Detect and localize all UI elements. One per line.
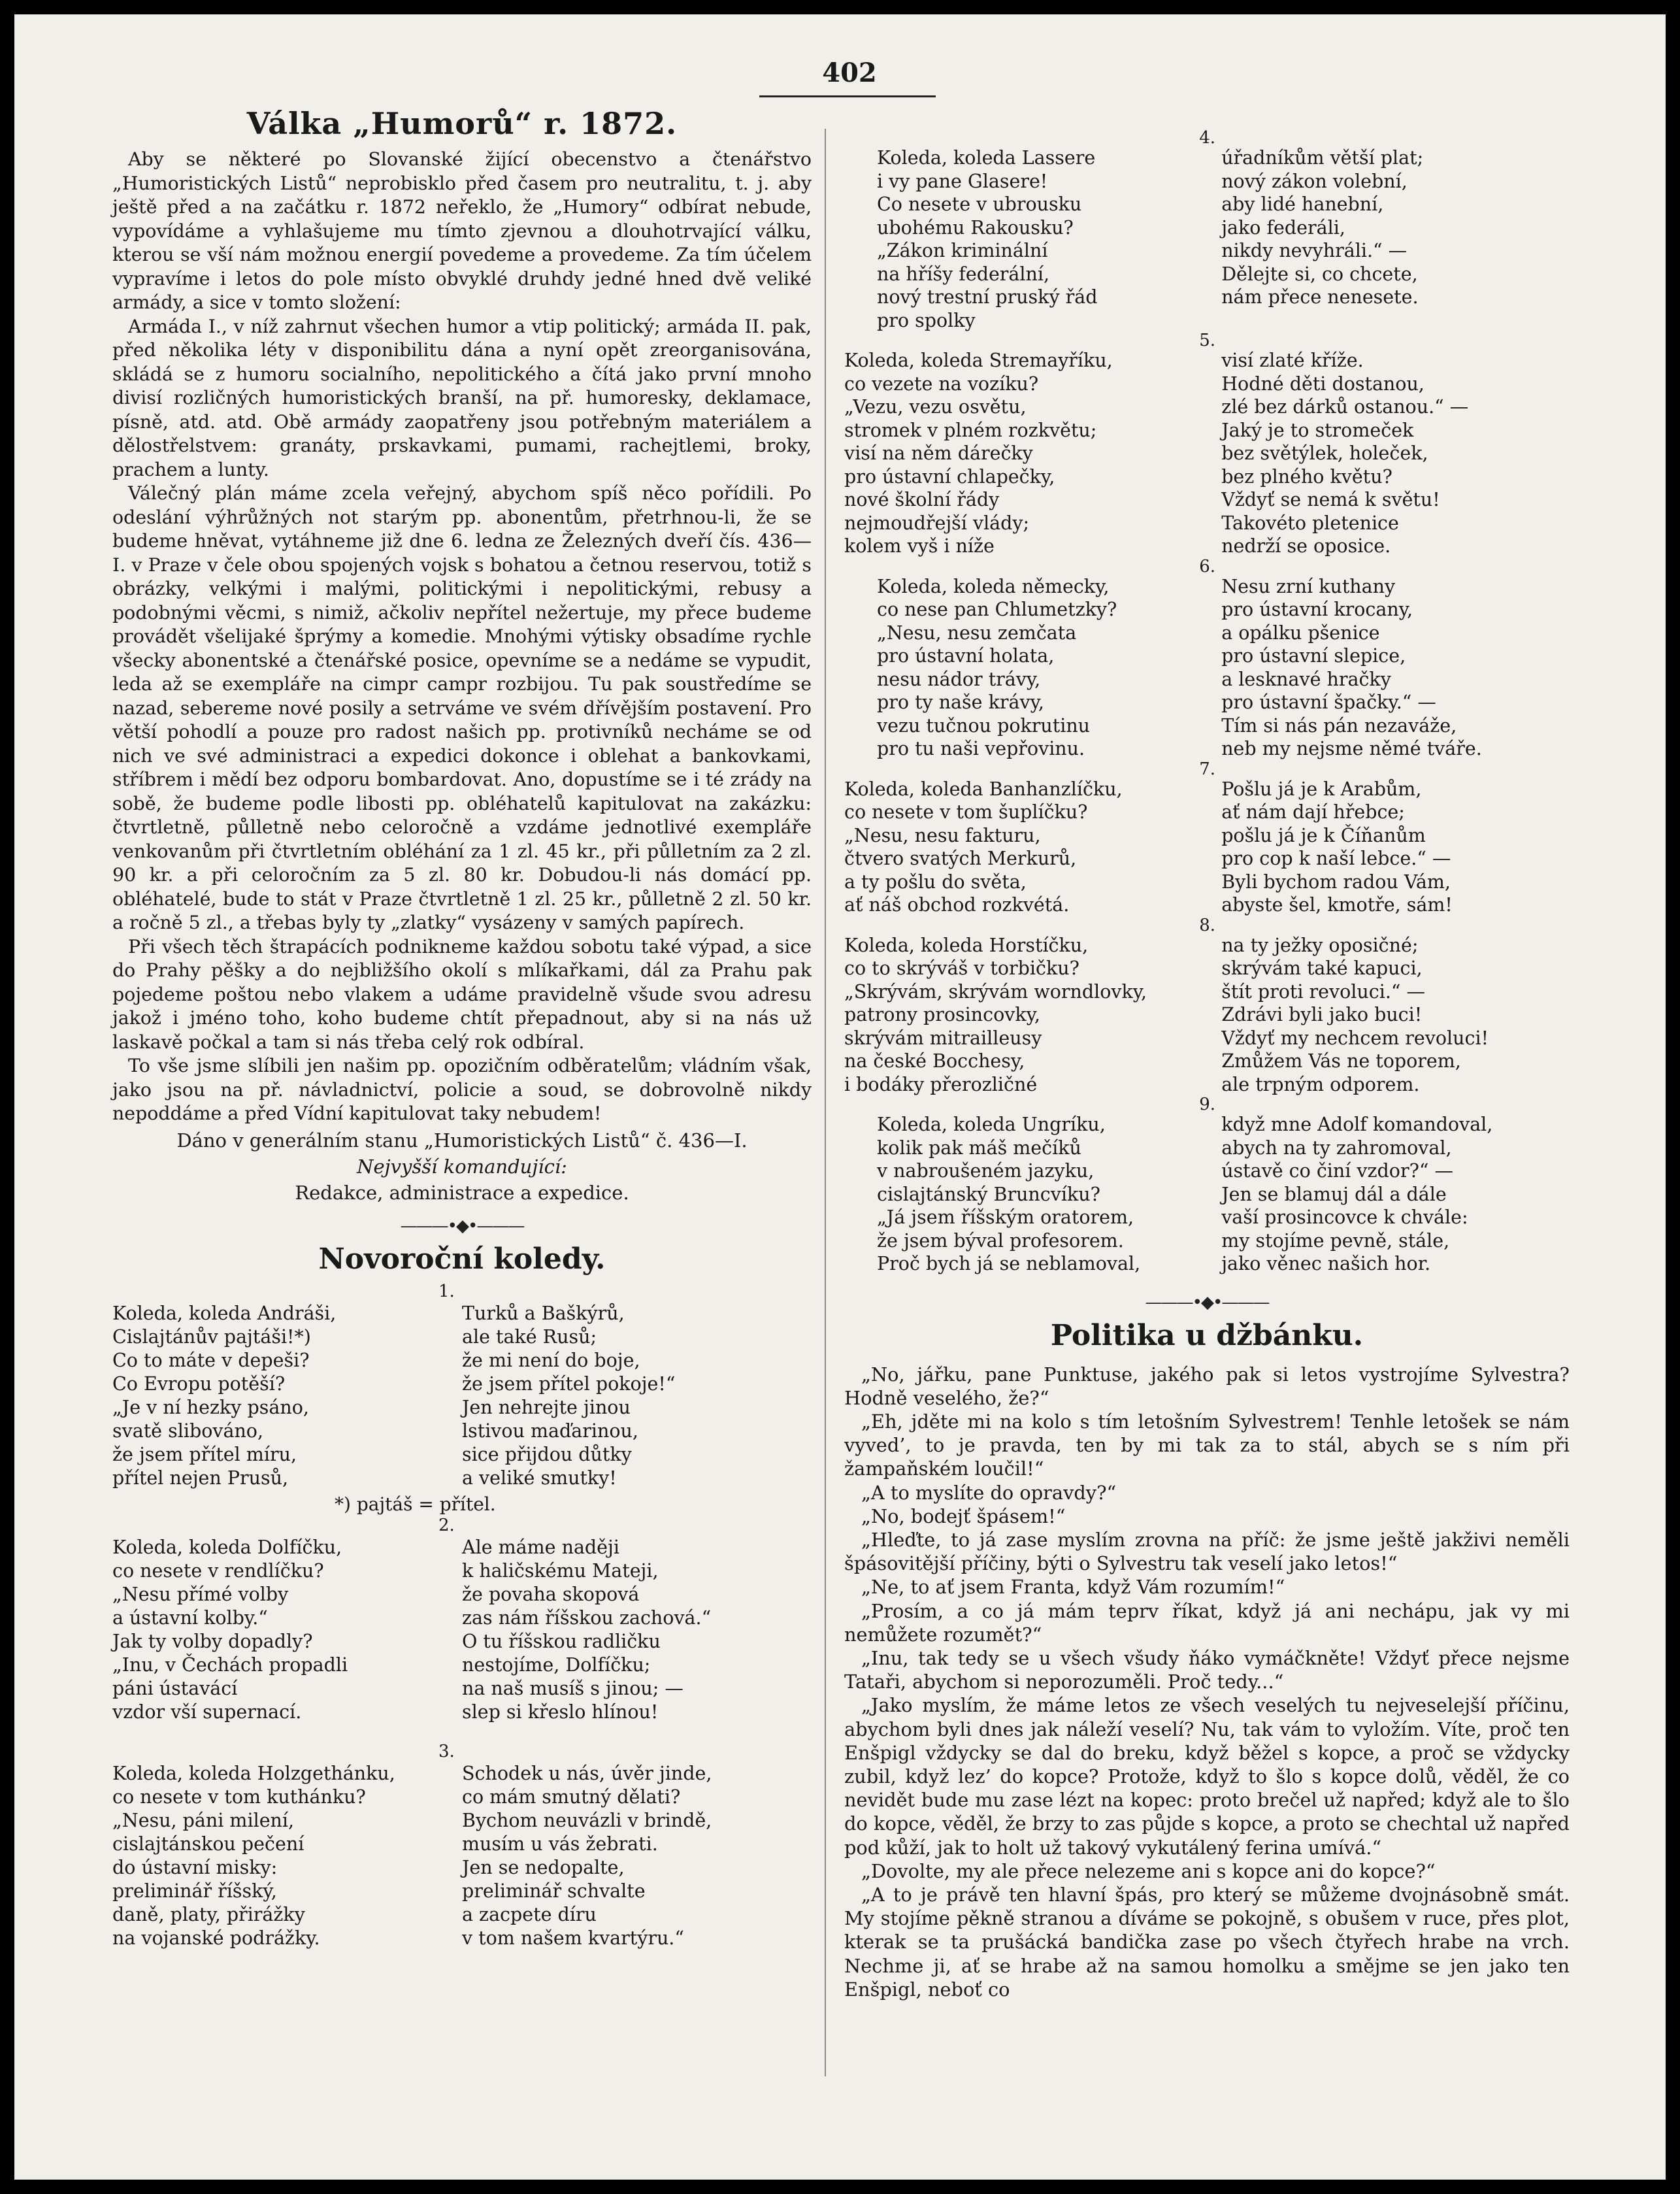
verse-line: co to skrýváš v torbičku? — [844, 957, 1079, 979]
verse-line: pro tu naši vepřovinu. — [877, 738, 1085, 759]
verse-line: stromek v plném rozkvětu; — [844, 419, 1097, 441]
stanza-left — [112, 1762, 462, 1950]
verse-line: co nesete v rendlíčku? — [112, 1559, 324, 1582]
verse-line: co vezete na vozíku? — [844, 373, 1039, 395]
verse-line: nejmoudřejší vlády; — [844, 512, 1030, 534]
verse-line: že mi není do boje, — [462, 1349, 640, 1371]
verse-stanza — [844, 556, 1570, 761]
verse-line: musím u vás žebrati. — [462, 1833, 658, 1855]
stanza-number: 2. — [438, 1515, 455, 1535]
war-paragraph: Při všech těch štrapácích podnikneme každou sobotu také výpad, a sice do Prahy pěšky a do nejbližšího okolí s mlíkařkami, dál za Prahu pak pojedeme poštou nebo vlakem a udáme pravidelně všude svou adresu jakož i jméno toho, koho budeme chtít přepadnout, aby si na nás už laskavě počkal a tam si nás třeba celý rok odbíral. — [112, 935, 812, 1053]
war-paragraph: To vše jsme slíbili jen našim pp. opozičním odběratelům; vládním však, jako jsou na př. návladnictví, policie a soud, se dobrovolně nikdy nepoddáme a před Vídní kapitulovat taky nebudem! — [112, 1055, 812, 1124]
stanza-number: 8. — [1199, 915, 1215, 935]
verse-line: a lesknavé hračky — [1221, 668, 1391, 690]
verse-line: skrývám také kapuci, — [1221, 957, 1423, 979]
verse-line: co nesete v tom kuthánku? — [112, 1786, 366, 1808]
war-paragraph: Aby se některé po Slovanské žijící obecenstvo a čtenářstvo „Humoristických Listů“ neprobisklo před časem pro neutralitu, t. j. aby ještě před a na začátku r. 1872 neřeklo, že „Humory“ odbírat nebude, vypovídáme a vyhlašujeme mu tímto zjevnou a dlouhotrvající válku, kterou se vší nám možnou energií povedeme a provedeme. Za tím účelem vypravíme i letos do pole místo obvyklé druhdy jedné hned dvě veliké armády, a sice v tomto složení: — [112, 148, 812, 313]
verse-line: když mne Adolf komandoval, — [1221, 1114, 1493, 1135]
verse-line: Dělejte si, co chcete, — [1221, 263, 1418, 285]
verse-line: „Já jsem říšským oratorem, — [877, 1206, 1134, 1228]
verse-line: nikdy nevyhráli.“ — — [1221, 240, 1408, 261]
war-title: Válka „Humorů“ r. 1872. — [246, 106, 678, 141]
verse-stanza — [844, 331, 1570, 558]
page-number: 402 — [822, 58, 877, 88]
footnote: *) pajtáš = přítel. — [335, 1493, 496, 1515]
verse-line: „Skrývám, skrývám worndlovky, — [844, 980, 1147, 1003]
verse-line: kolem vyš i níže — [844, 535, 995, 557]
verse-line: visí zlaté kříže. — [1221, 350, 1364, 371]
dialogue-paragraph: „A to je právě ten hlavní špás, pro který se můžeme dvojnásobně smát. My stojíme pěkně stranou a díváme se pokojně, s obušem v ruce, přes plot, kterak se ta prušácká bandička zase po všech čtyřech hrabe na vrch. Nechme ji, ať se hrabe až na samou homolku a smějme se jen jako ten Enšpigl, neboť co — [844, 1883, 1570, 2001]
verse-line: jako věnec našich hor. — [1221, 1253, 1431, 1274]
verse-line: nesu nádor trávy, — [877, 668, 1041, 690]
stanza-left — [844, 934, 1221, 1097]
verse-line: Koleda, koleda Horstíčku, — [844, 934, 1089, 956]
verse-line: Pošlu já je k Arabům, — [1221, 778, 1422, 800]
stanza-right — [1221, 1113, 1570, 1276]
verse-line: Koleda, koleda Stremayříku, — [844, 350, 1113, 371]
kolede-continued — [844, 128, 1570, 1276]
verse-line: Koleda, koleda Lassere — [877, 147, 1096, 169]
verse-line: Jen se blamuj dál a dále — [1221, 1183, 1447, 1205]
verse-line: jako federáli, — [1221, 216, 1345, 239]
verse-line: ubohému Rakousku? — [877, 216, 1074, 239]
verse-line: do ústavní misky: — [112, 1856, 278, 1878]
verse-stanza — [844, 1095, 1570, 1276]
verse-line: bez světýlek, holeček, — [1221, 442, 1428, 464]
verse-line: Vždyť my nechcem revoluci! — [1221, 1027, 1489, 1049]
verse-line: úřadníkům větší plat; — [1221, 147, 1424, 169]
stanza-right — [462, 1762, 812, 1950]
column-divider — [825, 129, 826, 2076]
politika-title: Politika u džbánku. — [1050, 1318, 1364, 1352]
verse-line: Hodné děti dostanou, — [1221, 373, 1425, 395]
dating-line: Dáno v generálním stanu „Humoristických Listů“ č. 436—I. — [176, 1129, 748, 1152]
verse-line: cislajtánskou pečení — [112, 1833, 305, 1855]
verse-line: abyste šel, kmotře, sám! — [1221, 894, 1453, 916]
war-paragraph: Válečný plán máme zcela veřejný, abychom spíš něco pořídili. Po odeslání výhrůžných not starým pp. abonentům, přetrhnou-li, že se budeme hněvat, vytáhneme již dne 6. ledna ze Železných dveří čís. 436—I. v Praze v čele obou spojených vojsk s bohatou a četnou reservou, totiž s obrázky, velkými i malými, politickými i nepolitickými, rebusy a podobnými věcmi, s nimiž, ačkoliv nepřítel nežertuje, my přece budeme provádět všelijaké šprýmy a komedie. Mnohými výtisky obsadíme rychle všecky abonentské a čtenářské posice, opevníme se a nedáme se vypudit, leda až se exempláře na cimpr campr rozbijou. Tu pak soustředíme se nazad, sebereme nové posily a setrváme ve svém dřívějším postavení. Pro větší pohodlí a pouze pro radost našich pp. protivníků necháme se od nich ve své administraci a expedici dokonce i oblehat a bankovkami, stříbrem i mědí bez odporu bombardovat. Ano, dopustíme se i té zrády na sobě, že budeme podle libosti pp. obléhatelů kapitulovat na zakázku: čtvrtletně, půlletně nebo celoročně a vzdáme jednotlivé exempláře venkovanům při čtvrtletním obléhání za 1 zl. 45 kr., při půlletním za 2 zl. 90 kr. a při celoročním za 5 zl. 80 kr. Dobudou-li nás domácí pp. obléhatelé, bude to stát v Praze čtvrtletně 1 zl. 25 kr., půlletně 2 zl. 50 kr. a ročně 5 zl., a třebas byly ty „zlatky“ vysázeny v samých papírech. — [112, 482, 812, 933]
verse-line: kolik pak máš mečíků — [877, 1137, 1081, 1159]
ornament-divider: ———•◆•——— — [1145, 1292, 1269, 1312]
verse-line: pro ústavní špačky.“ — — [1221, 691, 1436, 713]
verse-line: k haličskému Mateji, — [462, 1559, 659, 1582]
verse-line: „Nesu přímé volby — [112, 1583, 289, 1605]
verse-line: nám přece nenesete. — [1221, 286, 1419, 308]
verse-line: páni ústavácí — [112, 1677, 238, 1699]
verse-line: na hříšy federální, — [877, 263, 1050, 285]
verse-line: preliminář říšský, — [112, 1880, 277, 1902]
verse-line: „Nesu, nesu fakturu, — [844, 824, 1041, 846]
verse-line: že jsem přítel pokoje!“ — [462, 1372, 676, 1395]
verse-line: aby lidé hanební, — [1221, 193, 1384, 215]
verse-line: pro ústavní chlapečky, — [844, 465, 1055, 488]
verse-line: že povaha skopová — [462, 1583, 640, 1605]
verse-line: Vždyť se nemá k světu! — [1221, 489, 1440, 510]
dialogue-paragraph: „Inu, tak tedy se u všech všudy ňáko vymáčkněte! Vždyť přece nejsme Tataři, abychom si neporozuměli. Proč tedy...“ — [844, 1646, 1570, 1693]
dialogue-paragraph: „No, bodejť špásem!“ — [861, 1504, 1066, 1527]
verse-line: „Inu, v Čechách propadli — [112, 1654, 348, 1676]
kolede-title: Novoroční koledy. — [318, 1242, 606, 1276]
verse-stanza — [112, 1741, 812, 1950]
verse-line: ať náš obchod rozkvétá. — [844, 894, 1070, 916]
verse-line: v nabroušeném jazyku, — [877, 1160, 1095, 1182]
verse-line: patrony prosincovky, — [844, 1004, 1040, 1025]
verse-line: co mám smutný dělati? — [462, 1786, 681, 1808]
verse-line: zlé bez dárků ostanou.“ — — [1221, 396, 1469, 418]
verse-line: skrývám mitrailleusy — [844, 1027, 1042, 1049]
stanza-right — [1221, 146, 1570, 332]
verse-line: vaší prosincovce k chvále: — [1221, 1206, 1468, 1228]
verse-line: ústavě co činí vzdor?“ — — [1221, 1160, 1453, 1182]
verse-line: Ale máme naději — [462, 1536, 619, 1558]
stanza-right — [462, 1302, 812, 1490]
stanza-left — [844, 1113, 1221, 1276]
verse-line: co nesete v tom šuplíčku? — [844, 801, 1088, 823]
verse-line: i bodáky přerozličné — [844, 1073, 1038, 1095]
verse-line: Koleda, koleda Ungríku, — [877, 1114, 1106, 1135]
verse-stanza — [844, 915, 1570, 1097]
verse-line: Jak ty volby dopadly? — [112, 1630, 313, 1652]
verse-line: nový zákon volební, — [1221, 170, 1408, 192]
verse-line: štít proti revoluci.“ — — [1221, 980, 1426, 1003]
verse-line: daně, platy, přirážky — [112, 1903, 305, 1925]
verse-line: čtvero svatých Merkurů, — [844, 848, 1077, 869]
stanza-left — [112, 1536, 462, 1724]
verse-line: Co Evropu potěší? — [112, 1372, 286, 1395]
verse-line: pro cop k naší lebce.“ — — [1221, 848, 1451, 869]
verse-line: bez plného květu? — [1221, 465, 1392, 488]
verse-line: „Je v ní hezky psáno, — [112, 1396, 309, 1418]
dialogue-paragraph: „A to myslíte do opravdy?“ — [861, 1481, 1117, 1504]
politika-article — [844, 1363, 1570, 2001]
verse-line: pro ústavní holata, — [877, 645, 1055, 667]
stanza-right — [1221, 934, 1570, 1097]
stanza-number: 1. — [438, 1281, 455, 1301]
verse-line: Koleda, koleda Holzgethánku, — [112, 1762, 395, 1784]
verse-line: slep si křeslo hlínou! — [462, 1701, 659, 1723]
verse-line: zas nám říšskou zachová.“ — [462, 1606, 712, 1629]
verse-line: pro ústavní slepice, — [1221, 645, 1406, 667]
war-paragraph: Armáda I., v níž zahrnut všechen humor a vtip politický; armáda II. pak, před několika léty v disponibilitu dána a nyní opět zreorganisována, skládá se z humoru socialního, nepolitického a čítá jako první mnoho divisí rozličných humoristických branší, na př. humoresky, deklamace, písně, atd. atd. Obě armády zaopatřeny jsou potřebným materiálem a dělostřelstvem: granáty, prskavkami, pumami, rachejtlemi, broky, prachem a lunty. — [112, 315, 812, 480]
verse-line: Jen se nedopalte, — [462, 1856, 625, 1878]
verse-line: ale trpným odporem. — [1221, 1073, 1420, 1095]
stanza-left — [844, 778, 1221, 917]
verse-stanza — [112, 1281, 812, 1490]
verse-line: na vojanské podrážky. — [112, 1927, 320, 1949]
verse-line: že jsem býval profesorem. — [877, 1229, 1124, 1252]
stanza-left — [112, 1302, 462, 1490]
verse-line: Co nesete v ubrousku — [877, 193, 1082, 215]
verse-line: že jsem přítel míru, — [112, 1443, 297, 1465]
verse-line: Nesu zrní kuthany — [1221, 575, 1396, 597]
verse-line: „Nesu, páni milení, — [112, 1809, 295, 1831]
verse-line: Turků a Baškýrů, — [462, 1302, 625, 1324]
verse-line: lstivou maďarinou, — [462, 1420, 638, 1442]
stanza-right — [1221, 575, 1570, 761]
stanza-right — [1221, 778, 1570, 917]
verse-line: přítel nejen Prusů, — [112, 1467, 289, 1489]
newspaper-page — [14, 14, 1666, 2180]
verse-line: „Vezu, vezu osvětu, — [844, 396, 1027, 418]
dialogue-paragraph: „Dovolte, my ale přece nelezeme ani s kopce ani do kopce?“ — [861, 1859, 1436, 1882]
verse-line: Koleda, koleda Dolfíčku, — [112, 1536, 342, 1558]
stanza-number: 5. — [1199, 331, 1215, 350]
verse-line: Takovéto pletenice — [1221, 512, 1399, 534]
verse-line: visí na něm dárečky — [844, 442, 1033, 464]
verse-line: na ty ježky oposičné; — [1221, 934, 1419, 956]
verse-line: cislajtánský Bruncvíku? — [877, 1183, 1100, 1205]
stanza-right — [462, 1536, 812, 1724]
verse-line: Jen nehrejte jinou — [462, 1396, 631, 1418]
verse-line: „Nesu, nesu zemčata — [877, 622, 1077, 644]
verse-line: a ty pošlu do světa, — [844, 871, 1027, 893]
verse-line: my stojíme pevně, stále, — [1221, 1229, 1450, 1252]
verse-line: v tom našem kvartýru.“ — [462, 1927, 684, 1949]
commander-title: Nejvyšší komandující: — [357, 1155, 567, 1178]
verse-line: Proč bych já se neblamoval, — [877, 1253, 1141, 1274]
verse-line: ale také Rusů; — [462, 1325, 597, 1348]
verse-line: abych na ty zahromoval, — [1221, 1137, 1452, 1159]
dialogue-paragraph: „Prosím, a co já mám teprv říkat, když já ani nechápu, jak vy mi nemůžete rozumět?“ — [844, 1599, 1570, 1646]
verse-line: Koleda, koleda německy, — [877, 575, 1110, 597]
stanza-number: 4. — [1199, 128, 1215, 148]
left-column — [112, 106, 812, 1953]
right-column — [844, 106, 1570, 2001]
verse-line: Bychom neuvázli v brindě, — [462, 1809, 712, 1831]
stanza-number: 6. — [1199, 556, 1215, 576]
verse-line: Koleda, koleda Andráši, — [112, 1302, 337, 1324]
dialogue-paragraph: „Ne, to ať jsem Franta, když Vám rozumím!“ — [861, 1576, 1285, 1599]
verse-line: a zacpete díru — [462, 1903, 597, 1925]
dialogue-paragraph: „Eh, jděte mi na kolo s tím letošním Sylvestrem! Tenhle letošek se nám vyved’, to je pravda, ten by mi tak za to stál, abych se s ním při žampaňském loučil!“ — [844, 1410, 1570, 1480]
verse-line: a ústavní kolby.“ — [112, 1606, 268, 1629]
verse-line: i vy pane Glasere! — [877, 170, 1048, 192]
verse-line: a veliké smutky! — [462, 1467, 617, 1489]
verse-line: co nese pan Chlumetzky? — [877, 599, 1117, 620]
verse-line: Schodek u nás, úvěr jinde, — [462, 1762, 712, 1784]
dialogue-paragraph: „No, jářku, pane Punktuse, jakého pak si letos vystrojíme Sylvestra? Hodně veselého, že?“ — [844, 1363, 1570, 1409]
verse-line: pro ústavní krocany, — [1221, 599, 1413, 620]
verse-line: vezu tučnou pokrutinu — [877, 714, 1091, 737]
verse-line: pošlu já je k Číňanům — [1221, 824, 1426, 846]
war-article — [112, 148, 812, 1126]
verse-line: Byli bychom radou Vám, — [1221, 871, 1451, 893]
verse-line: na české Bocchesy, — [844, 1050, 1025, 1072]
verse-line: O tu říšskou radličku — [462, 1630, 661, 1652]
verse-line: „Zákon kriminální — [877, 240, 1048, 261]
stanza-right — [1221, 349, 1570, 558]
stanza-number: 3. — [438, 1741, 455, 1761]
verse-line: nové školní řády — [844, 489, 1000, 510]
verse-line: pro ty naše krávy, — [877, 691, 1044, 713]
commander: Redakce, administrace a expedice. — [295, 1181, 629, 1204]
verse-line: svatě slibováno, — [112, 1420, 264, 1442]
verse-line: a opálku pšenice — [1221, 622, 1380, 644]
verse-line: Zmůžem Vás ne toporem, — [1221, 1050, 1461, 1072]
verse-stanza — [844, 759, 1570, 917]
verse-line: neb my nejsme němé tváře. — [1221, 738, 1482, 759]
verse-line: Zdrávi byli jako buci! — [1221, 1004, 1423, 1025]
verse-line: nový trestní pruský řád — [877, 286, 1098, 308]
verse-line: na naš musíš s jinou; — — [462, 1677, 684, 1699]
verse-line: nestojíme, Dolfíčku; — [462, 1654, 651, 1676]
verse-line: nedrží se oposice. — [1221, 535, 1391, 557]
dialogue-paragraph: „Hleďte, to já zase myslím zrovna na příč: že jsme ještě jakživi neměli špásovitější příčiny, býti o Sylvestru tak veselí jako letos!“ — [844, 1528, 1570, 1575]
verse-line: sice přijdou důtky — [462, 1443, 632, 1465]
verse-line: Cislajtánův pajtáši!*) — [112, 1325, 311, 1348]
verse-stanza — [112, 1515, 812, 1724]
dialogue-paragraph: „Jako myslím, že máme letos ze všech veselých tu nejveselejší příčinu, abychom byli dnes jak náleží veselí? Nu, tak vám to vyložím. Víte, proč ten Enšpigl vždycky se dal do breku, když běžel s kopce, a proč se vždycky zubil, když lez’ do kopce? Protože, když to šlo s kopce dolů, věděl, že co nevidět bude mu zase lézt na kopec: proto brečel už napřed; když ale to šlo do kopce, věděl, že brzy to zas půjde s kopce, a proto se chechtal už napřed pod kůží, jak to holt už takový vykutálený ferina umívá.“ — [844, 1694, 1570, 1859]
verse-line: ať nám dají hřebce; — [1221, 801, 1405, 823]
verse-line: Tím si nás pán nezaváže, — [1221, 714, 1457, 737]
stanza-number: 9. — [1199, 1095, 1215, 1114]
verse-stanza — [844, 128, 1570, 332]
stanza-number: 7. — [1199, 759, 1215, 779]
page-number-rule — [759, 95, 936, 97]
stanza-left — [844, 146, 1221, 332]
verse-line: Co to máte v depeši? — [112, 1349, 310, 1371]
verse-line: pro spolky — [877, 309, 976, 331]
ornament-divider: ———•◆•——— — [400, 1216, 524, 1236]
verse-line: vzdor vší supernací. — [112, 1701, 302, 1723]
verse-line: preliminář schvalte — [462, 1880, 646, 1902]
verse-line: Jaký je to stromeček — [1221, 419, 1414, 441]
verse-line: Koleda, koleda Banhanzlíčku, — [844, 778, 1123, 800]
stanza-left — [844, 575, 1221, 761]
stanza-left — [844, 349, 1221, 558]
